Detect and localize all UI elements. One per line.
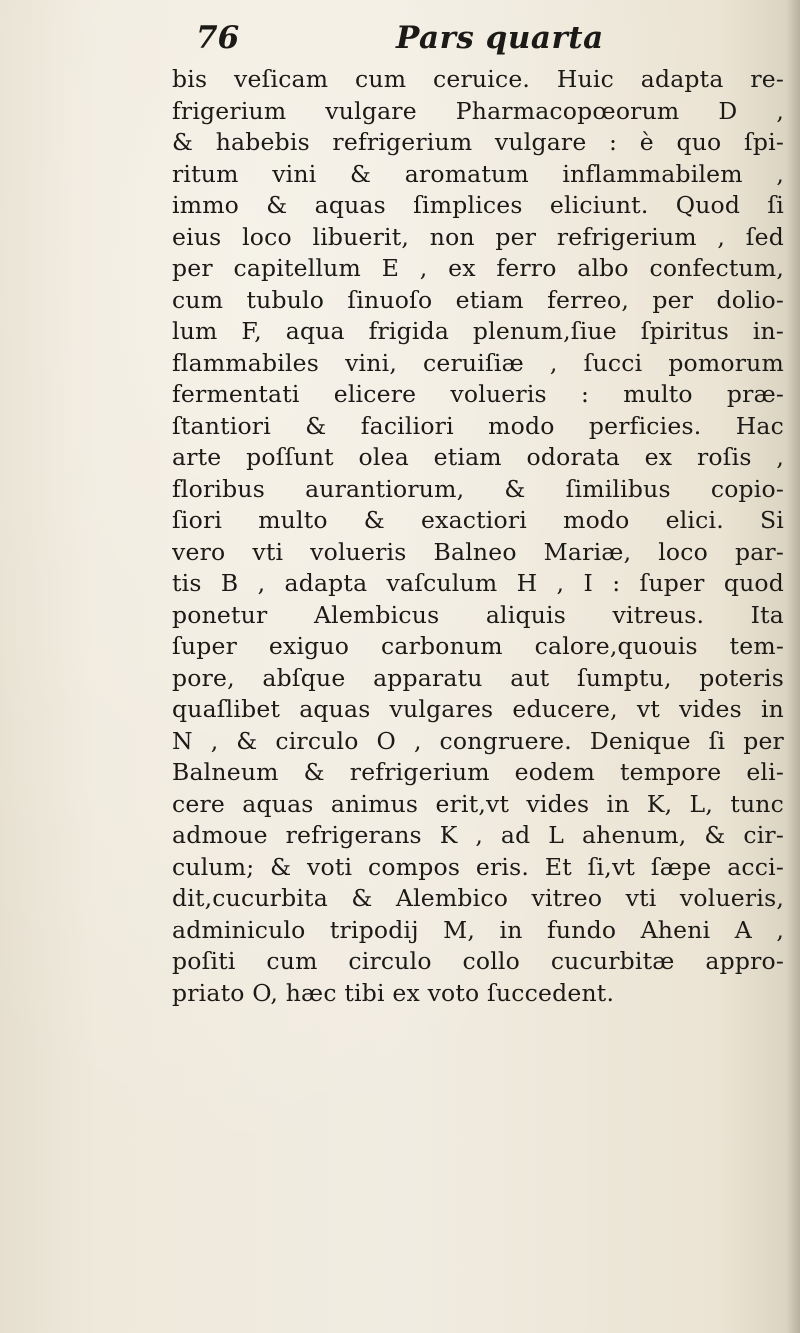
page-edge-shadow: [786, 0, 800, 1333]
text-line: admoue refrigerans K , ad L ahenum, & cir-: [172, 821, 784, 849]
text-line: ſiori multo & exactiori modo elici. Si: [172, 506, 784, 534]
text-line: ponetur Alembicus aliquis vitreus. Ita: [172, 600, 784, 629]
text-line: frigerium vulgare Pharmacopœorum D ,: [172, 96, 784, 125]
text-line: vero vti volueris Balneo Mariæ, loco par-: [172, 537, 784, 566]
text-line: adminiculo tripodij M, in fundo Aheni A ,: [172, 915, 784, 944]
text-line: quaſlibet aquas vulgares educere, vt vides in: [172, 695, 784, 723]
running-head: [196, 20, 616, 66]
text-line: arte poſſunt olea etiam odorata ex roſis ,: [172, 443, 784, 471]
running-title: Pars quarta: [396, 20, 604, 56]
text-line: cum tubulo ſinuoſo etiam ferreo, per dolio-: [172, 285, 784, 314]
text-line: & habebis refrigerium vulgare : è quo ſpi-: [172, 128, 784, 156]
text-line: dit,cucurbita & Alembico vitreo vti volueris,: [172, 884, 784, 912]
text-line: cere aquas animus erit,vt vides in K, L, tunc: [172, 789, 784, 818]
text-line: per capitellum E , ex ferro albo confectum,: [172, 254, 784, 282]
page-number: 76: [196, 20, 240, 56]
text-line: ſuper exiguo carbonum calore,quouis tem-: [172, 632, 784, 660]
text-line: pore, abſque apparatu aut ſumptu, poteris: [172, 663, 784, 692]
text-line: immo & aquas ſimplices eliciunt. Quod ſi: [172, 191, 784, 219]
text-line: poſiti cum circulo collo cucurbitæ appro-: [172, 947, 784, 975]
text-line: ſtantiori & faciliori modo perficies. Hac: [172, 411, 784, 440]
text-line: floribus aurantiorum, & ſimilibus copio-: [172, 474, 784, 503]
text-line: bis veſicam cum ceruice. Huic adapta re-: [172, 65, 784, 93]
text-line: lum F, aqua frigida plenum,ſiue ſpiritus in-: [172, 317, 784, 345]
text-line: culum; & voti compos eris. Et ſi,vt ſæpe acci-: [172, 852, 784, 881]
text-line: ritum vini & aromatum inflammabilem ,: [172, 159, 784, 188]
body-text: [172, 64, 784, 1009]
text-line: eius loco libuerit, non per refrigerium , ſed: [172, 222, 784, 251]
text-line: flammabiles vini, ceruiſiæ , ſucci pomorum: [172, 348, 784, 377]
text-line: N , & circulo O , congruere. Denique ſi per: [172, 726, 784, 755]
text-line: tis B , adapta vaſculum H , I : ſuper quod: [172, 569, 784, 597]
text-line: fermentati elicere volueris : multo præ-: [172, 380, 784, 408]
text-line-last: priato O, hæc tibi ex voto ſuccedent.: [172, 978, 615, 1007]
text-line: Balneum & refrigerium eodem tempore eli-: [172, 758, 784, 786]
